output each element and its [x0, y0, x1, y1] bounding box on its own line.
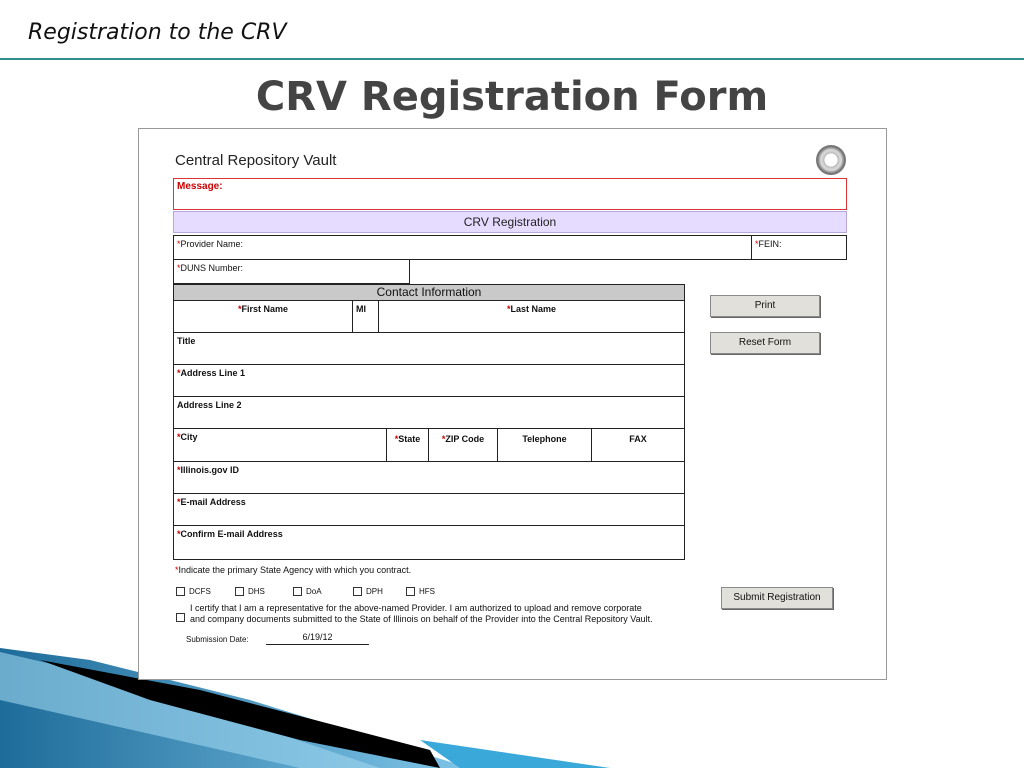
fax-label: FAX	[629, 434, 647, 444]
fein-label: FEIN:	[758, 239, 782, 249]
certify-statement: I certify that I am a representative for the above-named Provider. I am authorized to upload and remove corporate and company documents submitted to the State of Illinois on behalf of the Provider into the Central Repository Vault.	[190, 603, 653, 624]
duns-number-field[interactable]: *DUNS Number:	[173, 259, 410, 284]
fax-field[interactable]	[591, 428, 685, 462]
email-field[interactable]: *E-mail Address	[173, 493, 685, 526]
last-name-label: Last Name	[510, 304, 557, 314]
last-name-field[interactable]: *Last Name	[378, 300, 685, 333]
slide-title: CRV Registration Form	[255, 74, 769, 120]
address-line-1-label: Address Line 1	[180, 368, 246, 378]
address-line-2-label: Address Line 2	[177, 400, 242, 410]
agency-option-dhs[interactable]: DHS	[235, 587, 265, 596]
message-box	[173, 178, 847, 210]
zip-code-field[interactable]: *ZIP Code	[428, 428, 498, 462]
agency-option-doa[interactable]: DoA	[293, 587, 322, 596]
message-label: Message:	[177, 181, 223, 192]
checkbox-icon[interactable]	[353, 587, 362, 596]
certify-checkbox[interactable]	[176, 613, 185, 622]
contact-info-header: Contact Information	[173, 284, 685, 301]
zip-code-label: ZIP Code	[445, 434, 485, 444]
first-name-label: First Name	[241, 304, 289, 314]
duns-value-area[interactable]	[409, 259, 685, 284]
city-label: City	[180, 432, 198, 442]
confirm-email-field[interactable]: *Confirm E-mail Address	[173, 525, 685, 560]
section-title: CRV Registration	[173, 211, 847, 233]
title-field[interactable]	[173, 332, 685, 365]
mi-label: MI	[356, 304, 366, 314]
telephone-label: Telephone	[522, 434, 567, 444]
state-field[interactable]: *State	[386, 428, 429, 462]
confirm-email-label: Confirm E-mail Address	[180, 529, 283, 539]
city-field[interactable]: *City	[173, 428, 387, 462]
checkbox-icon[interactable]	[406, 587, 415, 596]
title-label: Title	[177, 336, 196, 346]
submission-date-field[interactable]: 6/19/12	[266, 632, 369, 645]
agency-option-dcfs[interactable]: DCFS	[176, 587, 211, 596]
reset-form-button[interactable]: Reset Form	[710, 332, 820, 354]
print-button[interactable]: Print	[710, 295, 820, 317]
fein-field[interactable]: *FEIN:	[751, 235, 847, 260]
address-line-2-field[interactable]	[173, 396, 685, 429]
checkbox-icon[interactable]	[293, 587, 302, 596]
checkbox-icon[interactable]	[235, 587, 244, 596]
provider-name-field[interactable]: *Provider Name:	[173, 235, 752, 260]
address-line-1-field[interactable]: *Address Line 1	[173, 364, 685, 397]
mi-field[interactable]	[352, 300, 379, 333]
state-label: State	[398, 434, 421, 444]
provider-name-label: Provider Name:	[180, 239, 244, 249]
illinois-gov-id-label: Illinois.gov ID	[180, 465, 240, 475]
checkbox-icon[interactable]	[176, 587, 185, 596]
first-name-field[interactable]: *First Name	[173, 300, 353, 333]
form-document	[138, 128, 887, 680]
submission-date-label: Submission Date:	[186, 635, 249, 644]
agency-option-dph[interactable]: DPH	[353, 587, 383, 596]
illinois-gov-id-field[interactable]: *Illinois.gov ID	[173, 461, 685, 494]
state-seal-icon	[816, 145, 846, 175]
app-title: Central Repository Vault	[175, 152, 337, 169]
telephone-field[interactable]	[497, 428, 592, 462]
email-label: E-mail Address	[180, 497, 246, 507]
duns-label: DUNS Number:	[180, 263, 244, 273]
agency-prompt: *Indicate the primary State Agency with which you contract.	[175, 565, 412, 575]
agency-option-hfs[interactable]: HFS	[406, 587, 435, 596]
slide-header: Registration to the CRV	[28, 20, 287, 45]
submit-registration-button[interactable]: Submit Registration	[721, 587, 833, 609]
